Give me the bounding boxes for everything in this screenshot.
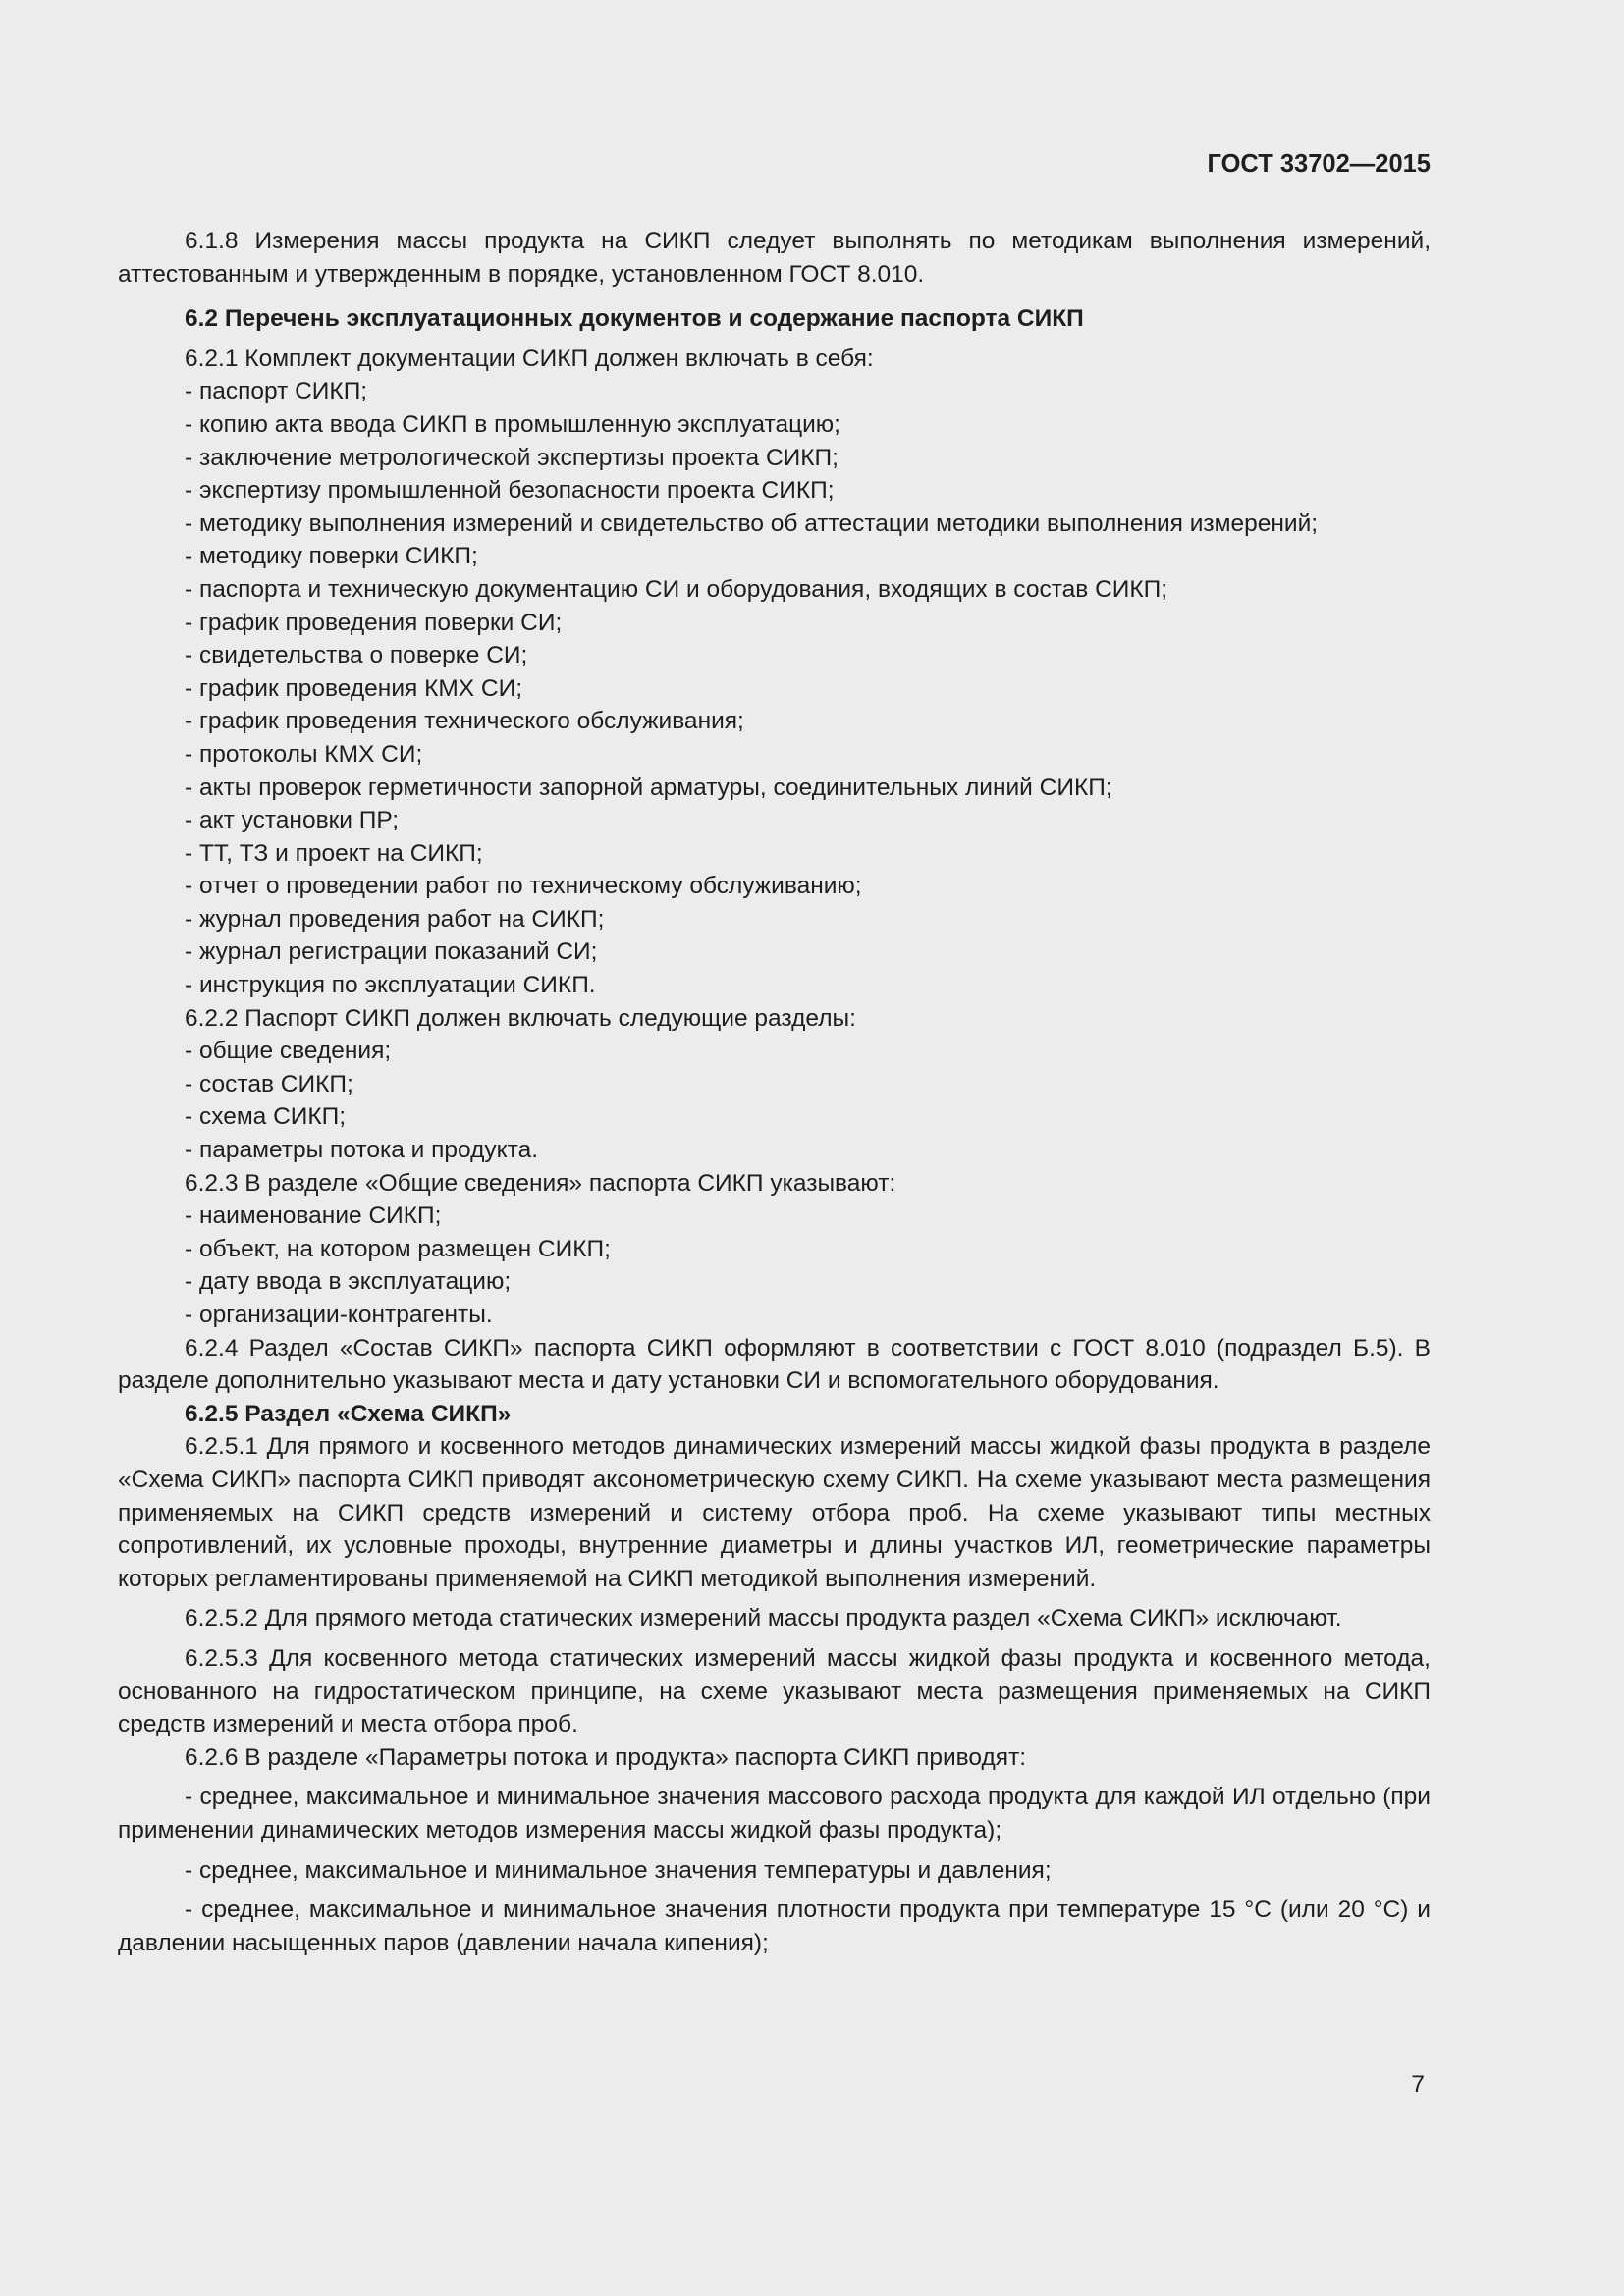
paragraph-6-2-5-2: 6.2.5.2 Для прямого метода статических измерений массы продукта раздел «Схема СИКП» исключают. [185, 1605, 1342, 1632]
document-code-header: ГОСТ 33702—2015 [1207, 150, 1431, 178]
list-item: - схема СИКП; [185, 1103, 347, 1131]
list-item: - свидетельства о поверке СИ; [185, 642, 528, 669]
paragraph-6-2-6-intro: 6.2.6 В разделе «Параметры потока и продукта» паспорта СИКП приводят: [185, 1743, 1027, 1771]
list-item: - журнал регистрации показаний СИ; [185, 938, 598, 966]
list-item: - объект, на котором размещен СИКП; [185, 1235, 611, 1262]
list-item: - график проведения технического обслуживания; [185, 708, 744, 735]
paragraph-6-2-5-3: 6.2.5.3 Для косвенного метода статических измерений массы жидкой фазы продукта и косвенного метода, основанного на гидростатическом принципе, на схеме указывают места размещения применяемых на СИКП средств измерений и места отбора проб. [118, 1644, 1431, 1738]
list-item: - акт установки ПР; [185, 807, 400, 834]
paragraph-6-2-5-1: 6.2.5.1 Для прямого и косвенного методов динамических измерений массы жидкой фазы продукта в разделе «Схема СИКП» паспорта СИКП приводят аксонометрическую схему СИКП. На схеме указывают места размещения применяемых на СИКП средств измерений и систему отбора проб. На схеме указывают типы местных сопротивлений, их условные проходы, внутренние диаметры и длины участков ИЛ, геометрические параметры которых регламентированы применяемой на СИКП методикой выполнения измерений. [118, 1433, 1431, 1592]
page-number: 7 [1411, 2071, 1425, 2098]
list-item-6-2-6-density: - среднее, максимальное и минимальное значения плотности продукта при температуре 15 °С (или 20 °С) и давлении насыщенных паров (давлении начала кипения); [118, 1896, 1431, 1956]
list-item: - параметры потока и продукта. [185, 1137, 539, 1164]
paragraph-6-2-3-intro: 6.2.3 В разделе «Общие сведения» паспорта СИКП указывают: [185, 1169, 896, 1197]
list-item: - паспорт СИКП; [185, 378, 368, 405]
list-item: - состав СИКП; [185, 1070, 353, 1097]
paragraph-6-1-8: 6.1.8 Измерения массы продукта на СИКП следует выполнять по методикам выполнения измерений, аттестованным и утвержденным в порядке, установленном ГОСТ 8.010. [118, 228, 1431, 288]
list-item-6-2-6-temperature: - среднее, максимальное и минимальное значения температуры и давления; [185, 1856, 1052, 1884]
list-item: - экспертизу промышленной безопасности проекта СИКП; [185, 477, 835, 505]
list-item: - наименование СИКП; [185, 1202, 442, 1230]
list-item: - общие сведения; [185, 1038, 392, 1065]
list-item: - журнал проведения работ на СИКП; [185, 905, 605, 933]
section-heading-6-2-5: 6.2.5 Раздел «Схема СИКП» [185, 1400, 512, 1427]
passport-sections-list [118, 1035, 1431, 1166]
list-item: - отчет о проведении работ по техническому обслуживанию; [185, 873, 862, 900]
list-item-6-2-6-flow: - среднее, максимальное и минимальное значения массового расхода продукта для каждой ИЛ отдельно (при применении динамических методов измерения массы жидкой фазы продукта); [118, 1784, 1431, 1843]
list-item: - инструкция по эксплуатации СИКП. [185, 972, 596, 999]
general-info-list [118, 1200, 1431, 1331]
list-item: - график проведения поверки СИ; [185, 609, 563, 636]
list-item: - методику выполнения измерений и свидетельство об аттестации методики выполнения измерений; [185, 509, 1319, 537]
documentation-list [118, 375, 1431, 1001]
list-item: - паспорта и техническую документацию СИ и оборудования, входящих в состав СИКП; [185, 575, 1168, 603]
list-item: - акты проверок герметичности запорной арматуры, соединительных линий СИКП; [185, 774, 1112, 801]
section-heading-6-2: 6.2 Перечень эксплуатационных документов и содержание паспорта СИКП [185, 305, 1084, 333]
paragraph-6-2-4: 6.2.4 Раздел «Состав СИКП» паспорта СИКП оформляют в соответствии с ГОСТ 8.010 (подраздел Б.5). В разделе дополнительно указывают места и дату установки СИ и вспомогательного оборудования. [118, 1334, 1431, 1395]
list-item: - копию акта ввода СИКП в промышленную эксплуатацию; [185, 410, 840, 438]
list-item: - ТТ, ТЗ и проект на СИКП; [185, 839, 483, 867]
paragraph-6-2-2-intro: 6.2.2 Паспорт СИКП должен включать следующие разделы: [185, 1004, 856, 1032]
list-item: - протоколы КМХ СИ; [185, 740, 423, 768]
list-item: - дату ввода в эксплуатацию; [185, 1268, 512, 1296]
list-item: - график проведения КМХ СИ; [185, 674, 523, 702]
list-item: - организации-контрагенты. [185, 1302, 493, 1328]
paragraph-6-2-1-intro: 6.2.1 Комплект документации СИКП должен включать в себя: [185, 345, 874, 372]
document-body [118, 225, 1431, 1959]
list-item: - заключение метрологической экспертизы проекта СИКП; [185, 444, 839, 471]
list-item: - методику поверки СИКП; [185, 543, 478, 570]
